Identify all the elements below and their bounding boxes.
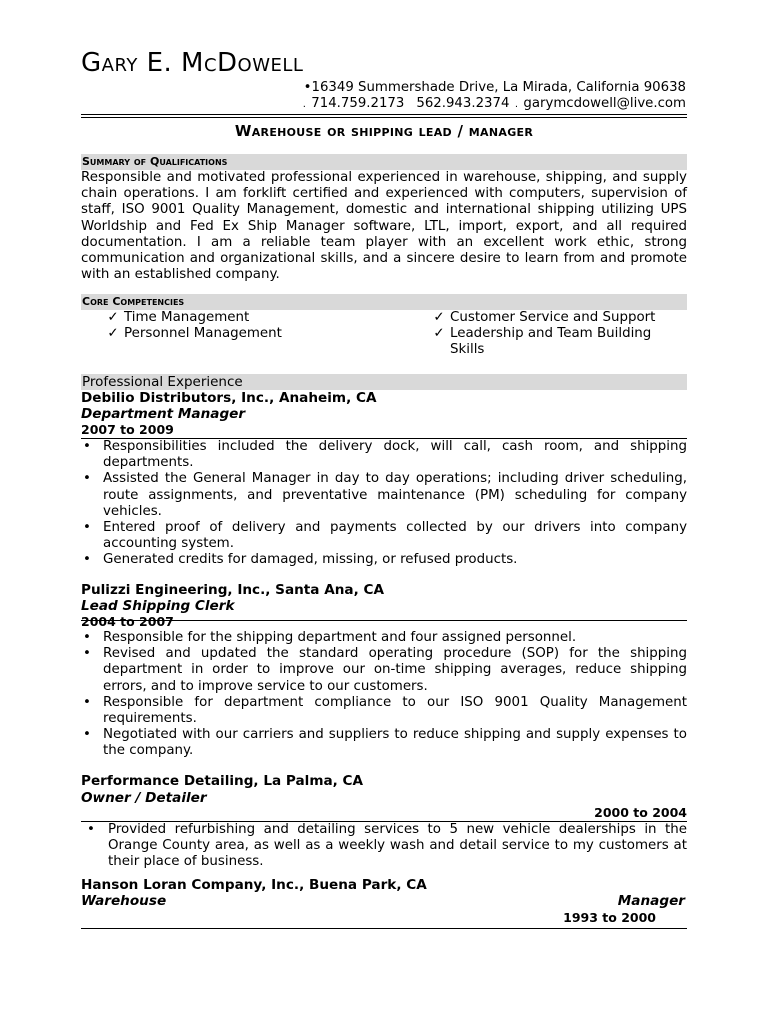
job-role-right: Manager: [617, 893, 685, 909]
address: 16349 Summershade Drive, La Mirada, California 90638: [311, 80, 686, 95]
list-item: • Entered proof of delivery and payments collected by our drivers into company accounting system.: [81, 520, 687, 552]
competency-item: ✓ Customer Service and Support: [428, 310, 655, 326]
job-rule: [81, 928, 687, 929]
competency-item: ✓ Personnel Management: [102, 326, 282, 342]
job-dates: 2000 to 2004: [594, 805, 687, 820]
checkmark-icon: ✓: [433, 310, 445, 325]
job-role: Department Manager: [81, 406, 246, 422]
list-item: • Provided refurbishing and detailing services to 5 new vehicle dealerships in the Orange County area, as well as a weekly wash and detail service to my customers at their place of business.: [81, 822, 687, 871]
job-rule: [81, 620, 687, 621]
list-item: • Revised and updated the standard operating procedure (SOP) for the shipping department in order to improve our on-time shipping averages, reduce shipping errors, and to improve service to our customers.: [81, 646, 687, 695]
header-rule-bottom: [81, 117, 687, 118]
resume-title: Warehouse or shipping lead / manager: [234, 122, 534, 140]
job-role: Warehouse: [81, 893, 167, 909]
summary-text: Responsible and motivated professional experienced in warehouse, shipping, and supply chain operations. I am forklift certified and experienced with computers, supervision of staff, ISO 9001 Quality Management, domestic and international shipping utilizing UPS Worldship and Fed Ex Ship Manager software, LTL, import, export, and all required documentation. I am a reliable team player with an excellent work ethic, strong communication and organizational skills, and a sincere desire to learn from and promote with an established company.: [81, 170, 687, 283]
job-company: Pulizzi Engineering, Inc., Santa Ana, CA: [81, 582, 384, 598]
job-bullets: [81, 630, 687, 760]
phone-1: 714.759.2173: [311, 96, 405, 111]
job-dates: 1993 to 2000: [563, 910, 656, 925]
bullet-icon: •: [303, 80, 312, 95]
checkmark-icon: ✓: [433, 326, 445, 341]
job-role: Lead Shipping Clerk: [81, 598, 235, 614]
separator-dot-icon: .: [302, 99, 306, 110]
phone-2: 562.943.2374: [416, 96, 510, 111]
job-company: Debilio Distributors, Inc., Anaheim, CA: [81, 390, 377, 406]
resume-name: Gary E. McDowell: [81, 48, 304, 78]
job-company: Hanson Loran Company, Inc., Buena Park, CA: [81, 877, 427, 893]
competency-item: ✓ Leadership and Team Building Skills: [428, 326, 668, 358]
list-item: • Responsibilities included the delivery dock, will call, cash room, and shipping departments.: [81, 439, 687, 471]
email-link[interactable]: garymcdowell@live.com: [523, 96, 686, 111]
contact-line: [297, 96, 686, 111]
job-dates: 2004 to 2007: [81, 614, 174, 629]
job-role: Owner / Detailer: [81, 790, 207, 806]
job-dates: 2007 to 2009: [81, 422, 174, 437]
competency-item: ✓ Time Management: [102, 310, 249, 326]
job-bullets: [81, 439, 687, 569]
separator-dot-icon: .: [514, 99, 519, 110]
competencies-heading: Core Competencies: [82, 295, 185, 308]
list-item: • Generated credits for damaged, missing, or refused products.: [81, 552, 687, 568]
checkmark-icon: ✓: [107, 310, 119, 325]
list-item: • Negotiated with our carriers and suppliers to reduce shipping and supply expenses to the company.: [81, 727, 687, 759]
job-company: Performance Detailing, La Palma, CA: [81, 773, 364, 789]
list-item: • Assisted the General Manager in day to day operations; including driver scheduling, route assignments, and preventative maintenance (PM) scheduling for company vehicles.: [81, 471, 687, 520]
experience-heading: Professional Experience: [82, 374, 243, 390]
checkmark-icon: ✓: [107, 326, 119, 341]
list-item: • Responsible for the shipping department and four assigned personnel.: [81, 630, 687, 646]
job-bullets: [81, 822, 687, 871]
summary-heading: Summary of Qualifications: [82, 155, 228, 168]
list-item: • Responsible for department compliance to our ISO 9001 Quality Management requirements.: [81, 695, 687, 727]
header-rule-top: [81, 114, 687, 115]
address-line: [302, 80, 686, 95]
